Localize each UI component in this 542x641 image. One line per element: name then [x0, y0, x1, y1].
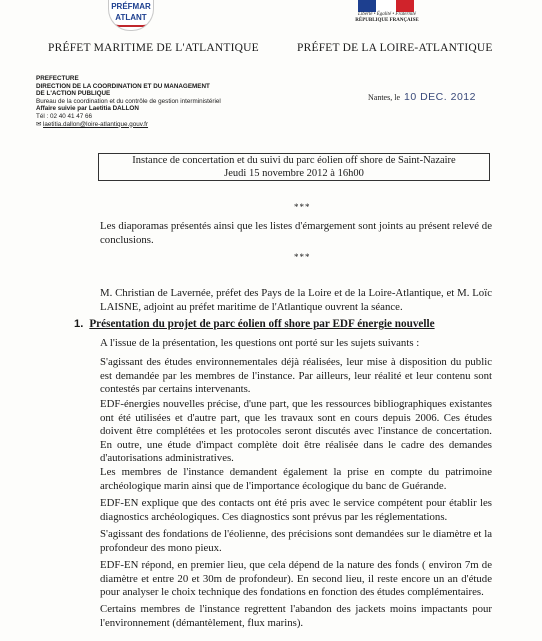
marianne-logo	[352, 0, 422, 30]
section-1-paragraph: Certains membres de l'instance regrettent l'abandon des jackets moins impactants pour l'environnement (démantèlement, flux marins).	[100, 603, 492, 629]
section-1-paragraph: EDF-EN explique que des contacts ont été pris avec le service compétent pour établir les diagnostics archéologiques. Ces diagnostics sont prévus par les réglementations.	[100, 497, 492, 523]
logo-wave	[113, 21, 149, 27]
republic-name: RÉPUBLIQUE FRANÇAISE	[355, 18, 419, 23]
pref-line-5: Affaire suivie par Laetitia DALLON	[36, 105, 139, 113]
pref-line-6: Tél : 02 40 41 47 66	[36, 112, 93, 120]
envelope-icon: ✉	[36, 120, 42, 128]
email-link[interactable]: laetitia.dallon@loire-atlantique.gouv.fr	[43, 120, 149, 128]
section-1-paragraph: Les membres de l'instance demandent également la prise en compte du patrimoine archéologique marin ainsi que de l'importance écologique du banc de Guérande.	[100, 466, 492, 492]
pref-line-4: Bureau de la coordination et du contrôle de gestion interministériel	[36, 97, 221, 105]
section-1-paragraph: S'agissant des études environnementales déjà réalisées, leur mise à disposition du public est demandée par les membres de l'instance. Par ailleurs, leur réalité et leur contenu sont contestés par certains intervenants.	[100, 356, 492, 395]
meeting-title: Instance de concertation et du suivi du parc éolien off shore de Saint-Nazaire	[132, 155, 456, 166]
header-prefet-loire: PRÉFET DE LA LOIRE-ATLANTIQUE	[297, 42, 493, 54]
tricolor-flag-icon	[358, 0, 414, 12]
section-1-number: 1.	[74, 318, 84, 330]
pref-line-2: DIRECTION DE LA COORDINATION ET DU MANAGEMENT	[36, 82, 210, 90]
prefecture-block	[36, 75, 221, 128]
separator-2: ***	[294, 252, 311, 262]
opening-paragraph: M. Christian de Lavernée, préfet des Pays de la Loire et de la Loire-Atlantique, et M. Loïc LAISNE, adjoint au préfet maritime de l'Atlantique ouvrent la séance.	[100, 287, 492, 313]
section-1-paragraph: EDF-EN répond, en premier lieu, que cela dépend de la nature des fonds ( environ 7m de diamètre et entre 20 et 30m de profondeur). En second lieu, il reste encore un an d'étude pour analyser le choix technique des fondations en fonction des études complémentaires.	[100, 559, 492, 598]
section-1-paragraph: A l'issue de la présentation, les questions ont porté sur les sujets suivants :	[100, 337, 420, 349]
date-place: Nantes, le	[368, 93, 400, 102]
meeting-date: Jeudi 15 novembre 2012 à 16h00	[224, 168, 364, 179]
pref-email-row	[36, 121, 221, 129]
logo-text-line-2: ATLANT	[115, 13, 147, 22]
section-1-paragraph: S'agissant des fondations de l'éolienne, des précisions sont demandées sur le diamètre et la profondeur des mono pieux.	[100, 528, 492, 554]
header-prefet-maritime: PRÉFET MARITIME DE L'ATLANTIQUE	[48, 42, 259, 54]
section-1-title: Présentation du projet de parc éolien off shore par EDF énergie nouvelle	[89, 318, 435, 330]
section-1-paragraph: EDF-énergies nouvelles précise, d'une part, que les ressources bibliographiques existantes ont été utilisées et d'autre part, que les travaux sont en cours depuis 2006. Ces études doivent être complétées et les protocoles seront discutés avec l'instance de concertation. En outre, une étude d'impact complète doit être réalisée dans le cadre des demandes d'autorisations administratives.	[100, 398, 492, 464]
date-stamp: 10 DEC. 2012	[404, 91, 476, 103]
logo-text-line-1: PRÉFMAR	[111, 2, 151, 11]
meeting-title-box	[98, 153, 490, 181]
pref-line-3: DE L'ACTION PUBLIQUE	[36, 90, 111, 98]
prefecture-maritime-logo	[108, 0, 154, 31]
separator-1: ***	[294, 202, 311, 212]
republic-motto: Liberté • Égalité • Fraternité	[358, 12, 416, 17]
pref-line-1: PREFECTURE	[36, 75, 79, 82]
intro-paragraph: Les diaporamas présentés ainsi que les listes d'émargement sont joints au présent relevé de conclusions.	[100, 220, 492, 246]
section-1-heading	[74, 318, 435, 330]
